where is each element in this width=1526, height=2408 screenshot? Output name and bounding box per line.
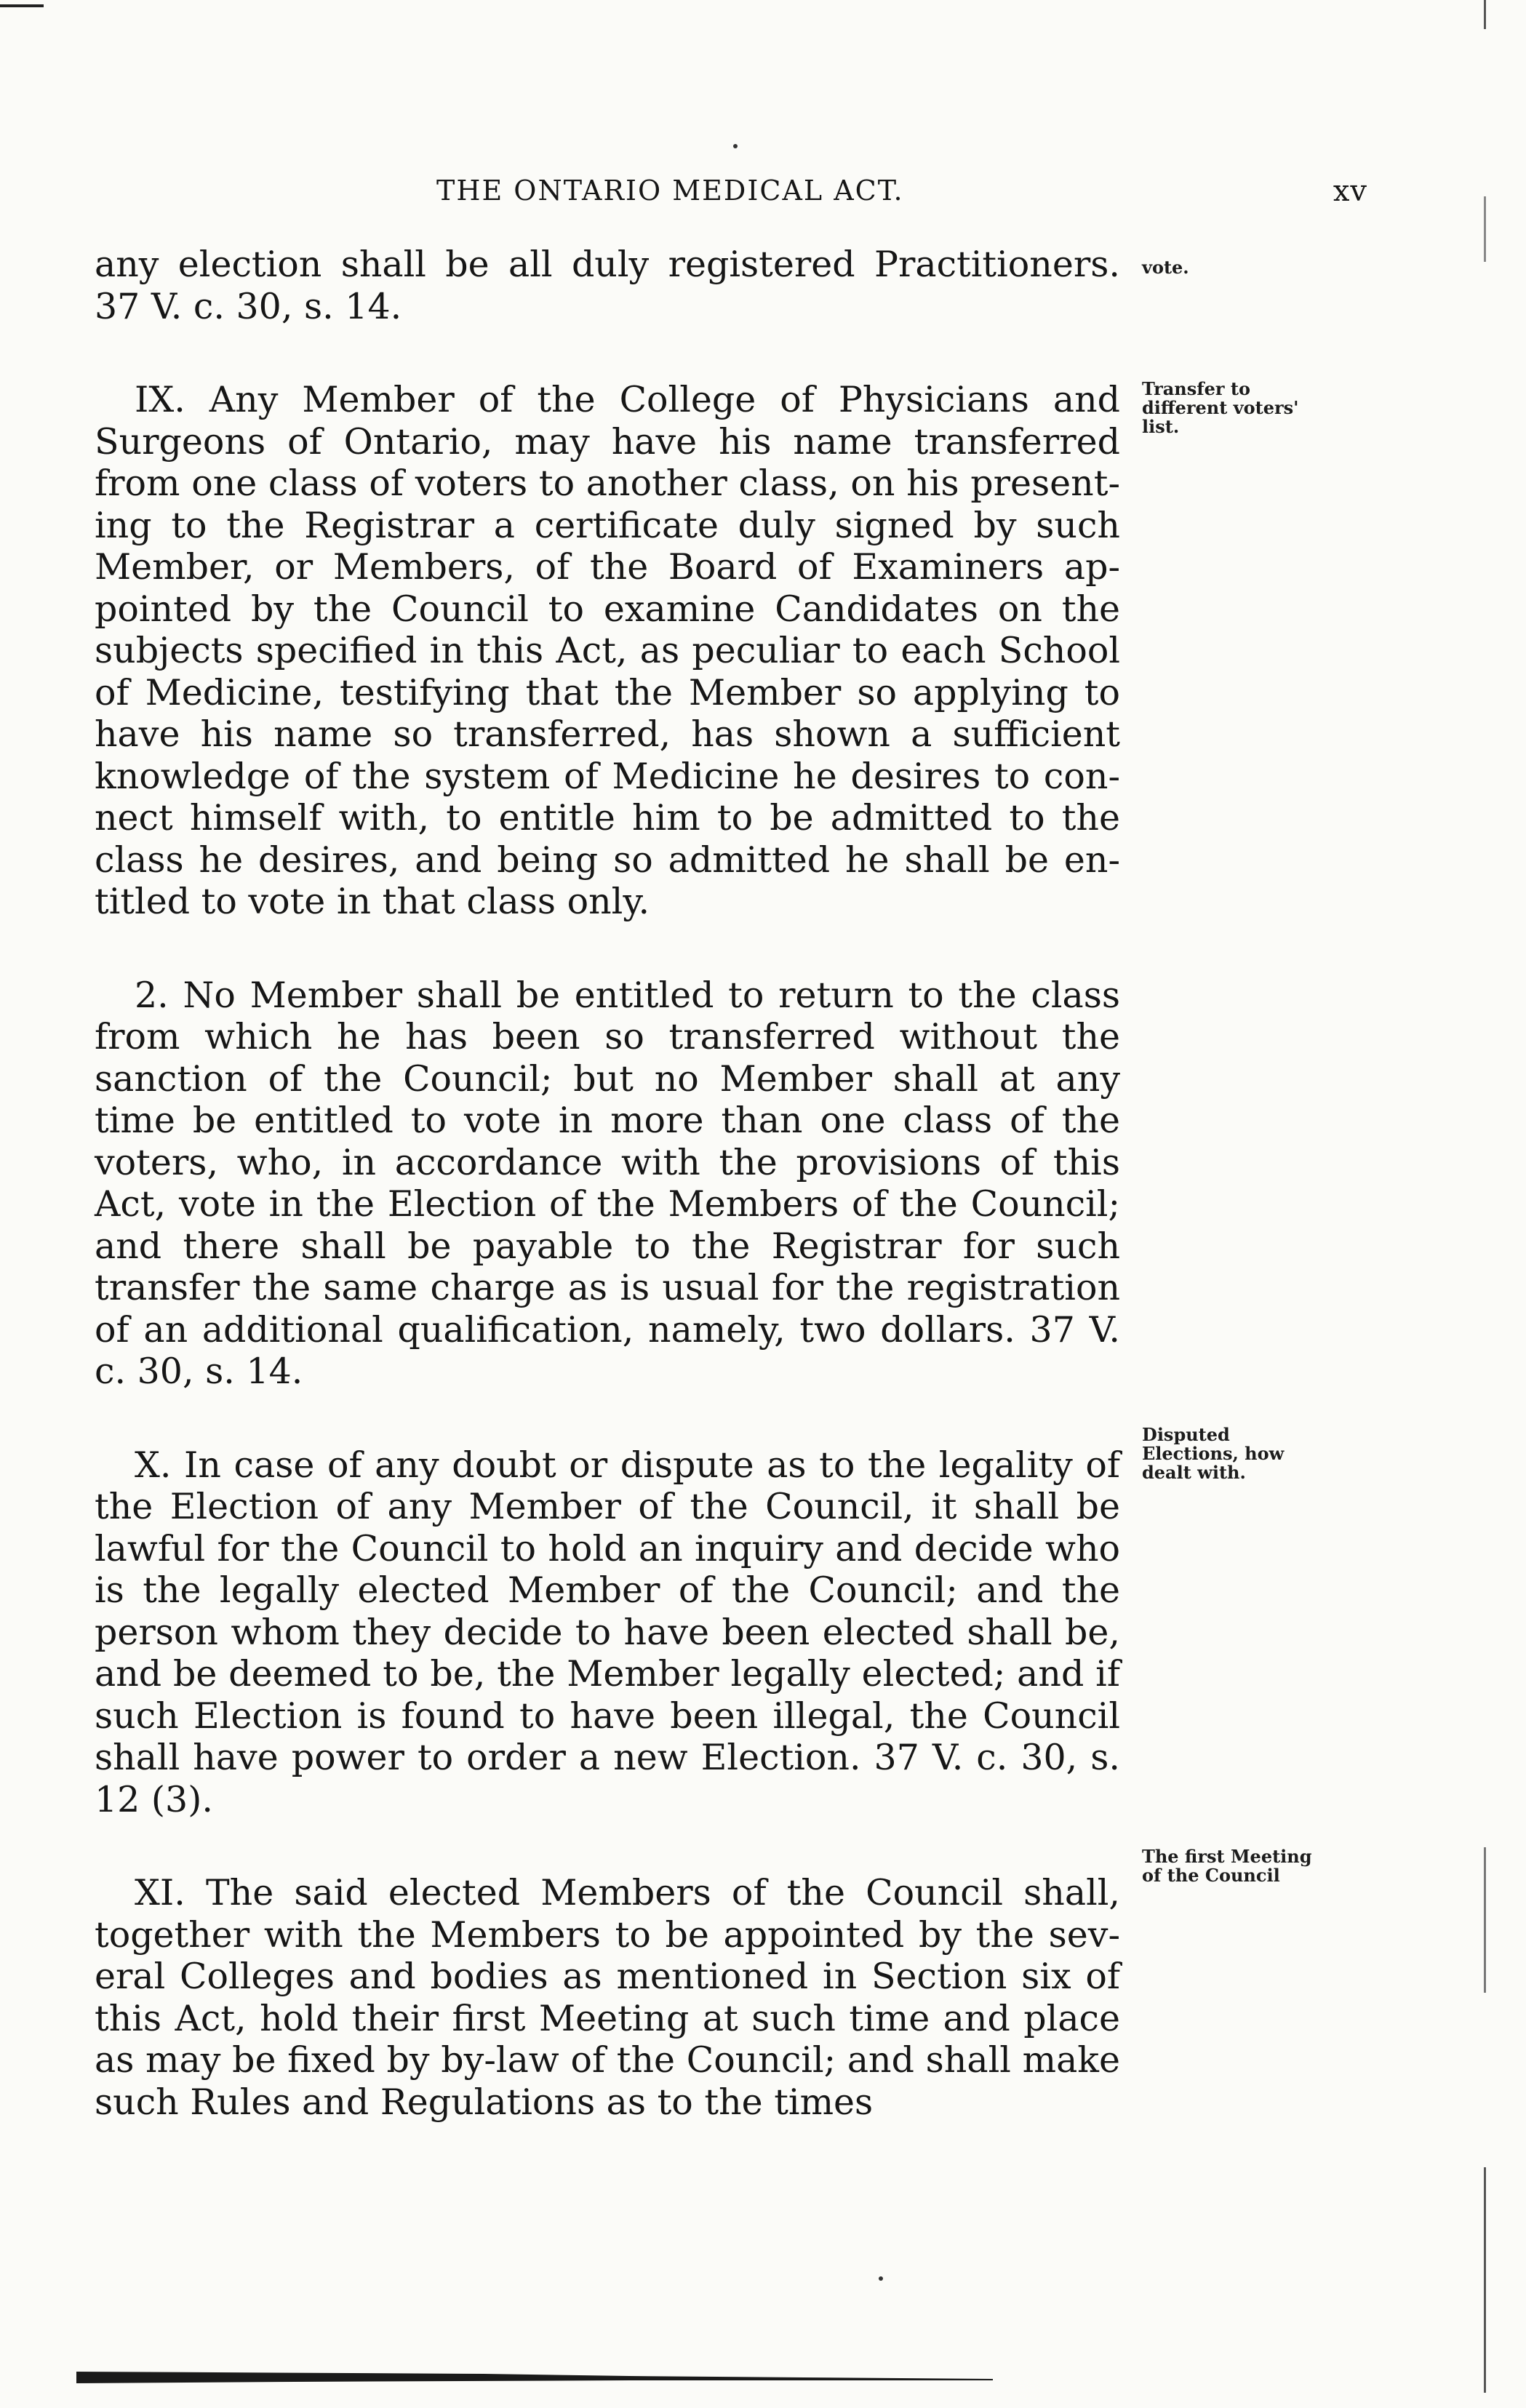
- body-text: [95, 244, 1120, 2175]
- bottom-scan-smear: [76, 2367, 993, 2383]
- margin-note-transfer: Transfer to different voters' list.: [1142, 378, 1299, 437]
- page-edge-mark: [1484, 2167, 1486, 2393]
- page-edge-mark: [1484, 196, 1486, 262]
- speck-mark: [879, 2276, 883, 2281]
- paragraph-subsection-2: 2. No Member shall be entitled to return to the class from which he has been so transferred without the sanction of the Council; but no Member shall at any time be entitled to vote in more than one class of the voters, who, in accordance with the provisions of this Act, vote in the Election of the Members of the Council; and there shall be payable to the Registrar for such transfer the same charge as is usual for the registration of an additional qualification, namely, two dollars. 37 V. c. 30, s. 14.: [95, 974, 1120, 1392]
- paragraph-continuation: any election shall be all duly registered Practitioners. 37 V. c. 30, s. 14.: [95, 244, 1120, 327]
- margin-note-first-meeting: The first Meeting of the Council: [1142, 1846, 1312, 1886]
- running-head: [95, 175, 1367, 218]
- page-edge-mark: [1484, 0, 1486, 29]
- page-number: xv: [1333, 175, 1367, 208]
- running-title: THE ONTARIO MEDICAL ACT.: [436, 175, 904, 207]
- page-edge-mark: [1484, 1847, 1486, 1993]
- top-left-rule: [0, 4, 44, 7]
- paragraph-section-x: X. In case of any doubt or dispute as to the legality of the Election of any Member of the Council, it shall be lawful for the Council to hold an inquiry and decide who is the legally elected Member of the Council; and the person whom they decide to have been elected shall be, and be deemed to be, the Member legally elected; and if such Election is found to have been illegal, the Council shall have power to order a new Election. 37 V. c. 30, s. 12 (3).: [95, 1444, 1120, 1820]
- margin-note-disputed-elections: Disputed Elections, how dealt with.: [1142, 1424, 1285, 1483]
- margin-note-vote: vote.: [1142, 257, 1189, 278]
- paragraph-section-xi: XI. The said elected Members of the Council shall, together with the Members to be appointed by the several Colleges and bodies as mentioned in Section six of this Act, hold their first Meeting at such time and place as may be fixed by by-law of the Council; and shall make such Rules and Regulations as to the times: [95, 1872, 1120, 2123]
- speck-mark: [733, 144, 738, 148]
- paragraph-section-ix: IX. Any Member of the College of Physicians and Surgeons of Ontario, may have his name transferred from one class of voters to another class, on his presenting to the Registrar a certificate duly signed by such Member, or Members, of the Board of Examiners appointed by the Council to examine Candidates on the subjects specified in this Act, as peculiar to each School of Medicine, testifying that the Member so applying to have his name so transferred, has shown a sufficient knowledge of the system of Medicine he desires to connect himself with, to entitle him to be admitted to the class he desires, and being so admitted he shall be entitled to vote in that class only.: [95, 379, 1120, 922]
